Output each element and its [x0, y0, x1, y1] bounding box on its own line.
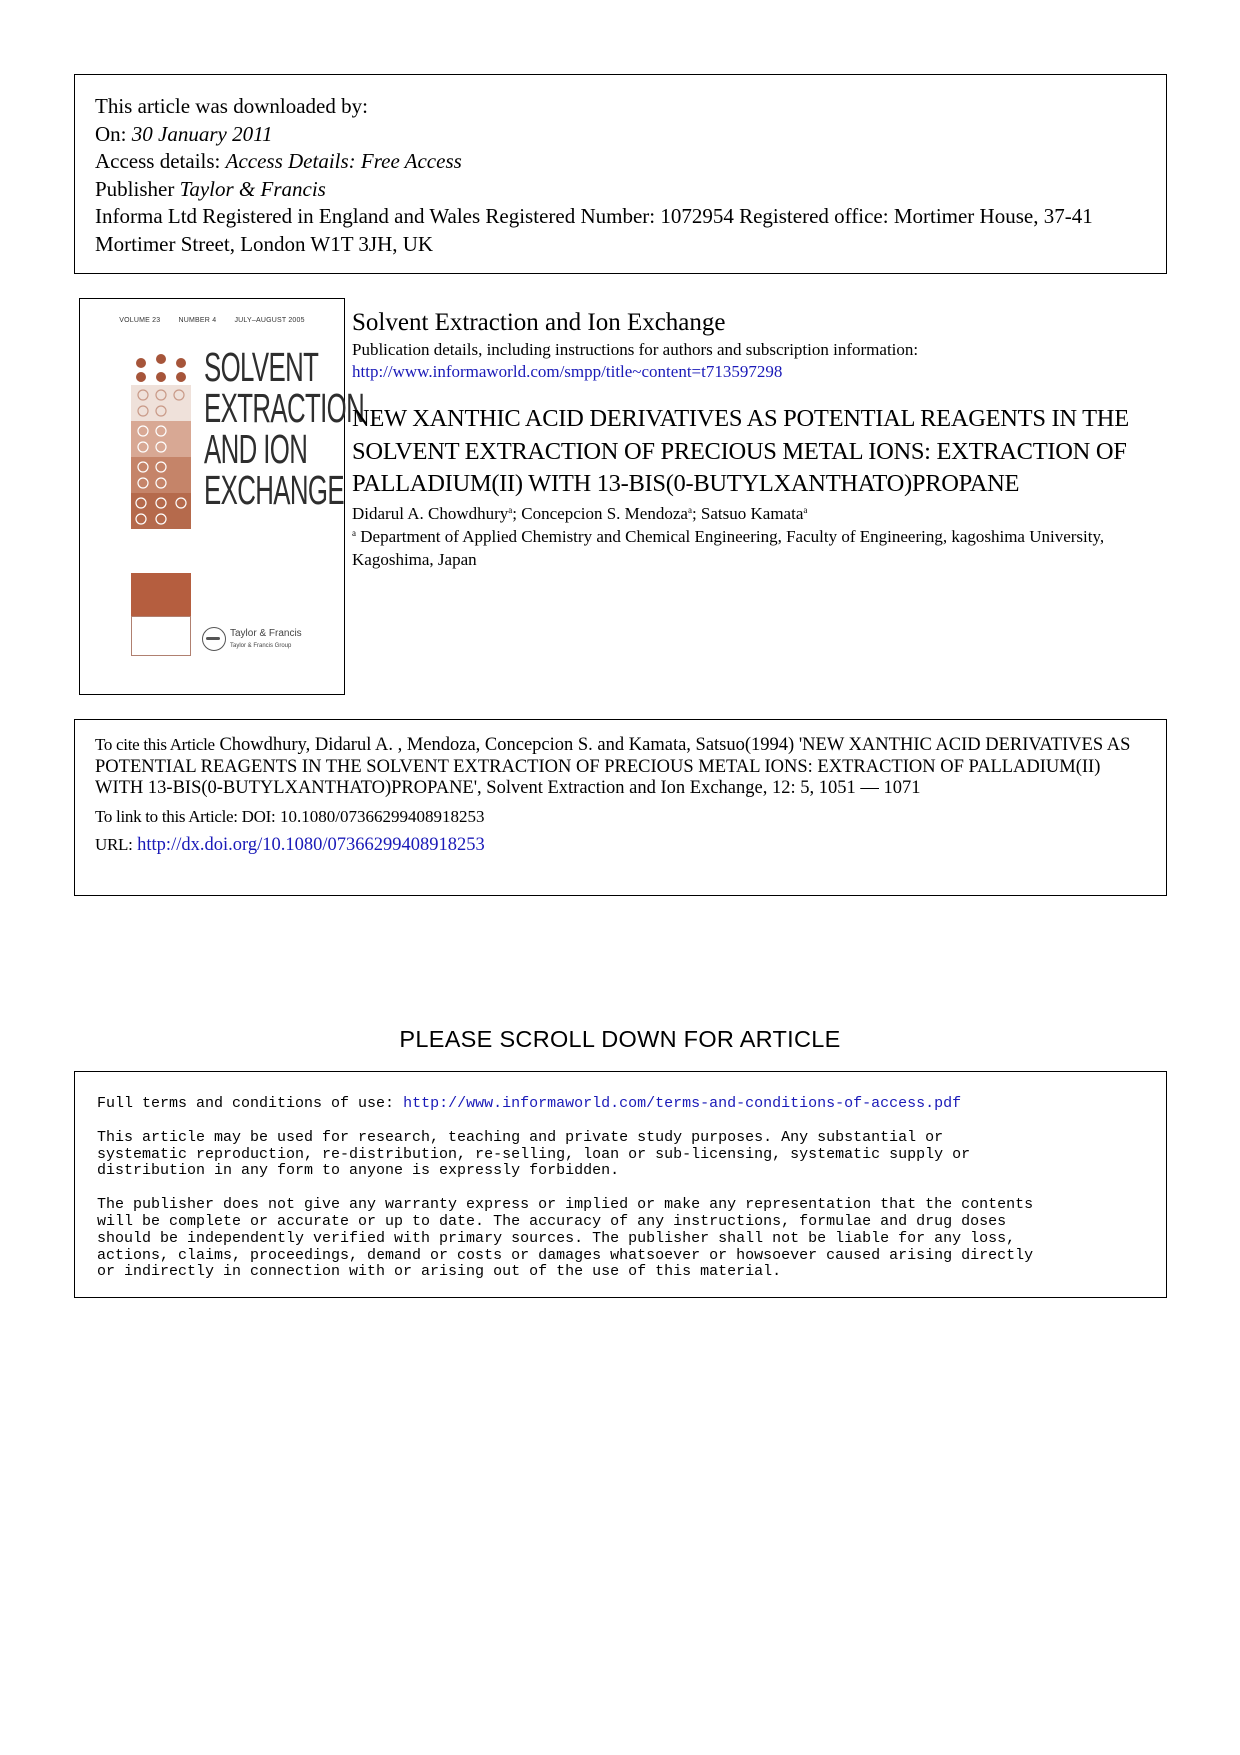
cover-title-line: EXCHANGE — [204, 467, 344, 513]
publisher-line — [95, 176, 1146, 204]
cite-label: To cite this Article — [95, 735, 215, 754]
cover-date: JULY–AUGUST 2005 — [234, 317, 305, 324]
journal-info — [352, 307, 1167, 572]
taylor-francis-logo — [202, 627, 302, 651]
journal-url-link[interactable]: http://www.informaworld.com/smpp/title~content=t713597298 — [352, 362, 783, 381]
cover-title-line: EXTRACTION — [204, 385, 365, 431]
registration-text: Informa Ltd Registered in England and Wales Registered Number: 1072954 Registered office: Mortimer House, 37-41 Mortimer Street, London W1T 3JH, UK — [95, 204, 1093, 256]
publisher-label: Publisher — [95, 176, 175, 201]
authors — [352, 503, 1167, 525]
downloaded-by-line: This article was downloaded by: — [95, 94, 368, 118]
cover-pattern-graphic — [131, 349, 191, 565]
access-details-line — [95, 148, 1146, 176]
doi-value: 10.1080/07366299408918253 — [280, 806, 485, 826]
scroll-notice: PLEASE SCROLL DOWN FOR ARTICLE — [399, 1026, 841, 1052]
doi-url-link[interactable]: http://dx.doi.org/10.1080/07366299408918253 — [137, 834, 485, 855]
logo-text: Taylor & Francis — [230, 628, 302, 639]
citation-box — [74, 719, 1167, 896]
author-separator: ; — [691, 503, 701, 523]
cover-issue-info — [80, 317, 344, 324]
affiliation — [352, 525, 1167, 572]
author-name: Concepcion S. Mendoza — [521, 503, 688, 523]
download-info-box — [74, 74, 1167, 274]
terms-url-link[interactable]: http://www.informaworld.com/terms-and-conditions-of-access.pdf — [403, 1095, 962, 1112]
url-label: URL: — [95, 834, 133, 854]
cover-volume: VOLUME 23 — [119, 317, 161, 324]
terms-box — [74, 1071, 1167, 1298]
author-affiliation-mark: a — [508, 504, 513, 515]
download-date-value: 30 January 2011 — [131, 121, 273, 146]
cite-this-article — [95, 734, 1146, 800]
author-affiliation-mark: a — [687, 504, 692, 515]
terms-paragraph-disclaimer: The publisher does not give any warranty express or implied or make any representation that the contents will be complete or accurate or up to date. The accuracy of any instructions, formulae and drug doses should be independently verified with primary sources. The publisher shall not be liable for any loss, actions, claims, proceedings, demand or costs or damages whatsoever or howsoever caused arising directly or indirectly in connection with or arising out of the use of this material. — [97, 1196, 1034, 1281]
full-terms-line — [97, 1096, 1144, 1113]
author-name: Didarul A. Chowdhury — [352, 503, 509, 523]
doi-label: To link to this Article: DOI: — [95, 806, 276, 826]
author-separator: ; — [512, 503, 522, 523]
author-affiliation-mark: a — [803, 504, 808, 515]
cover-blank-block — [131, 616, 191, 656]
full-terms-label: Full terms and conditions of use: — [97, 1095, 395, 1112]
download-date-label: On: — [95, 121, 127, 146]
taylor-francis-logo-icon — [202, 627, 226, 651]
journal-title: Solvent Extraction and Ion Exchange — [352, 309, 726, 336]
cover-number: NUMBER 4 — [178, 317, 217, 324]
publication-details: Publication details, including instructions for authors and subscription information: — [352, 340, 919, 359]
access-details-label: Access details: — [95, 149, 221, 173]
affiliation-text: Department of Applied Chemistry and Chemical Engineering, Faculty of Engineering, kagoshima University, Kagoshima, Japan — [352, 526, 1105, 569]
journal-cover-image — [79, 298, 365, 695]
cite-text: Chowdhury, Didarul A. , Mendoza, Concepcion S. and Kamata, Satsuo(1994) 'NEW XANTHIC ACID DERIVATIVES AS POTENTIAL REAGENTS IN THE SOLVENT EXTRACTION OF PRECIOUS METAL IONS: EXTRACTION OF PALLADIUM(II) WITH 13-BIS(0-BUTYLXANTHATO)PROPANE', Solvent Extraction and Ion Exchange, 12: 5, 1051 — 1071 — [95, 735, 1131, 798]
cover-title — [204, 344, 365, 513]
cover-title-line: SOLVENT — [204, 344, 319, 390]
terms-paragraph-usage: This article may be used for research, teaching and private study purposes. Any substantial or systematic reproduction, re-distribution, re-selling, loan or sub-licensing, systematic supply or distribution in any form to anyone is expressly forbidden. — [97, 1128, 971, 1180]
cover-color-block — [131, 573, 191, 616]
download-date-line — [95, 121, 1146, 149]
taylor-francis-logo-text — [230, 628, 302, 650]
publisher-value: Taylor & Francis — [179, 176, 326, 201]
access-details-value: Access Details: Free Access — [225, 149, 462, 173]
doi-line — [95, 806, 1146, 828]
url-line — [95, 834, 1146, 856]
affiliation-mark: a — [352, 527, 356, 538]
logo-subtext: Taylor & Francis Group — [230, 643, 292, 649]
author-name: Satsuo Kamata — [700, 503, 804, 523]
article-title: NEW XANTHIC ACID DERIVATIVES AS POTENTIAL REAGENTS IN THE SOLVENT EXTRACTION OF PRECIOUS METAL IONS: EXTRACTION OF PALLADIUM(II) WITH 13-BIS(0-BUTYLXANTHATO)PROPANE — [352, 405, 1129, 497]
cover-title-line: AND ION — [204, 426, 308, 472]
cover-pattern — [131, 349, 191, 570]
